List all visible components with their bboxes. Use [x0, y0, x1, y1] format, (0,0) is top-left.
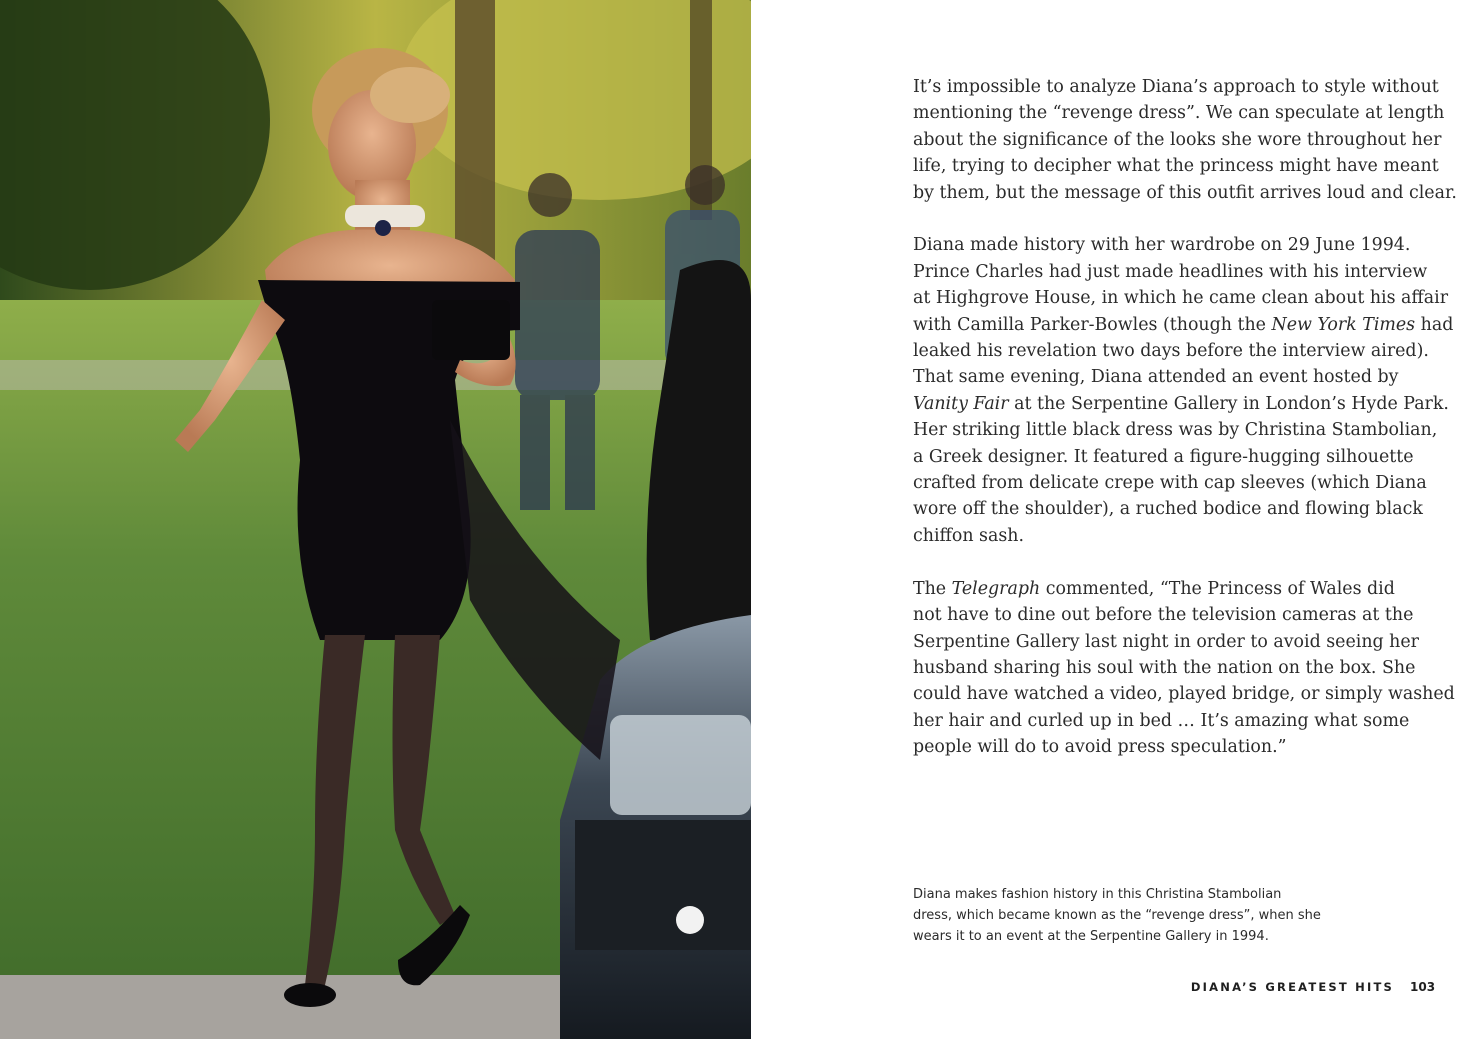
- body-text-run: at the Serpentine Gallery in London’s Hyde Park.: [1008, 393, 1449, 414]
- body-text-run: had: [1415, 314, 1454, 335]
- body-text-run: The: [913, 578, 952, 599]
- body-text-run: with Camilla Parker-Bowles (though the: [913, 314, 1272, 335]
- body-line: crafted from delicate crepe with cap sleeves (which Diana: [913, 473, 1427, 494]
- paragraph-1: [913, 74, 1457, 206]
- body-line: her hair and curled up in bed … It’s amazing what some: [913, 710, 1410, 731]
- body-line: Her striking little black dress was by Christina Stambolian,: [913, 420, 1438, 441]
- body-line: mentioning the “revenge dress”. We can speculate at length: [913, 103, 1445, 124]
- publication-name-italic: Vanity Fair: [913, 393, 1009, 414]
- body-line: leaked his revelation two days before the interview aired).: [913, 341, 1429, 362]
- body-line: people will do to avoid press speculation.”: [913, 737, 1287, 758]
- body-text-run: commented, “The Princess of Wales did: [1040, 578, 1395, 599]
- paragraph-2: [913, 232, 1454, 549]
- body-line: by them, but the message of this outfit arrives loud and clear.: [913, 182, 1457, 203]
- paragraph-3: [913, 576, 1455, 761]
- body-line: [913, 312, 1454, 338]
- body-line: wore off the shoulder), a ruched bodice and flowing black: [913, 499, 1423, 520]
- body-line: life, trying to decipher what the princess might have meant: [913, 156, 1439, 177]
- body-line: Prince Charles had just made headlines with his interview: [913, 261, 1428, 282]
- body-line: not have to dine out before the television cameras at the: [913, 605, 1414, 626]
- body-line: husband sharing his soul with the nation on the box. She: [913, 657, 1416, 678]
- body-line: Diana made history with her wardrobe on 29 June 1994.: [913, 235, 1411, 256]
- body-line: about the significance of the looks she wore throughout her: [913, 129, 1442, 150]
- body-line: [913, 576, 1403, 602]
- body-line: Serpentine Gallery last night in order to avoid seeing her: [913, 631, 1419, 652]
- body-line: [913, 391, 1449, 417]
- photo-caption: [913, 884, 1333, 947]
- body-line: a Greek designer. It featured a figure-hugging silhouette: [913, 446, 1414, 467]
- body-text: [913, 74, 1457, 787]
- body-line: That same evening, Diana attended an event hosted by: [913, 367, 1399, 388]
- page-number: 103: [1410, 980, 1436, 994]
- body-line: chiffon sash.: [913, 525, 1025, 546]
- body-line: at Highgrove House, in which he came clean about his affair: [913, 288, 1449, 309]
- body-line: could have watched a video, played bridge, or simply washed: [913, 684, 1455, 705]
- body-line: It’s impossible to analyze Diana’s approach to style without: [913, 77, 1439, 97]
- publication-name-italic: Telegraph: [951, 578, 1041, 599]
- caption-line: dress, which became known as the “revenge dress”, when she: [913, 908, 1321, 923]
- caption-line: Diana makes fashion history in this Christina Stambolian: [913, 887, 1282, 902]
- caption-line: wears it to an event at the Serpentine Gallery in 1994.: [913, 929, 1269, 944]
- running-head: DIANA’S GREATEST HITS: [1190, 980, 1394, 994]
- publication-name-italic: New York Times: [1271, 314, 1416, 335]
